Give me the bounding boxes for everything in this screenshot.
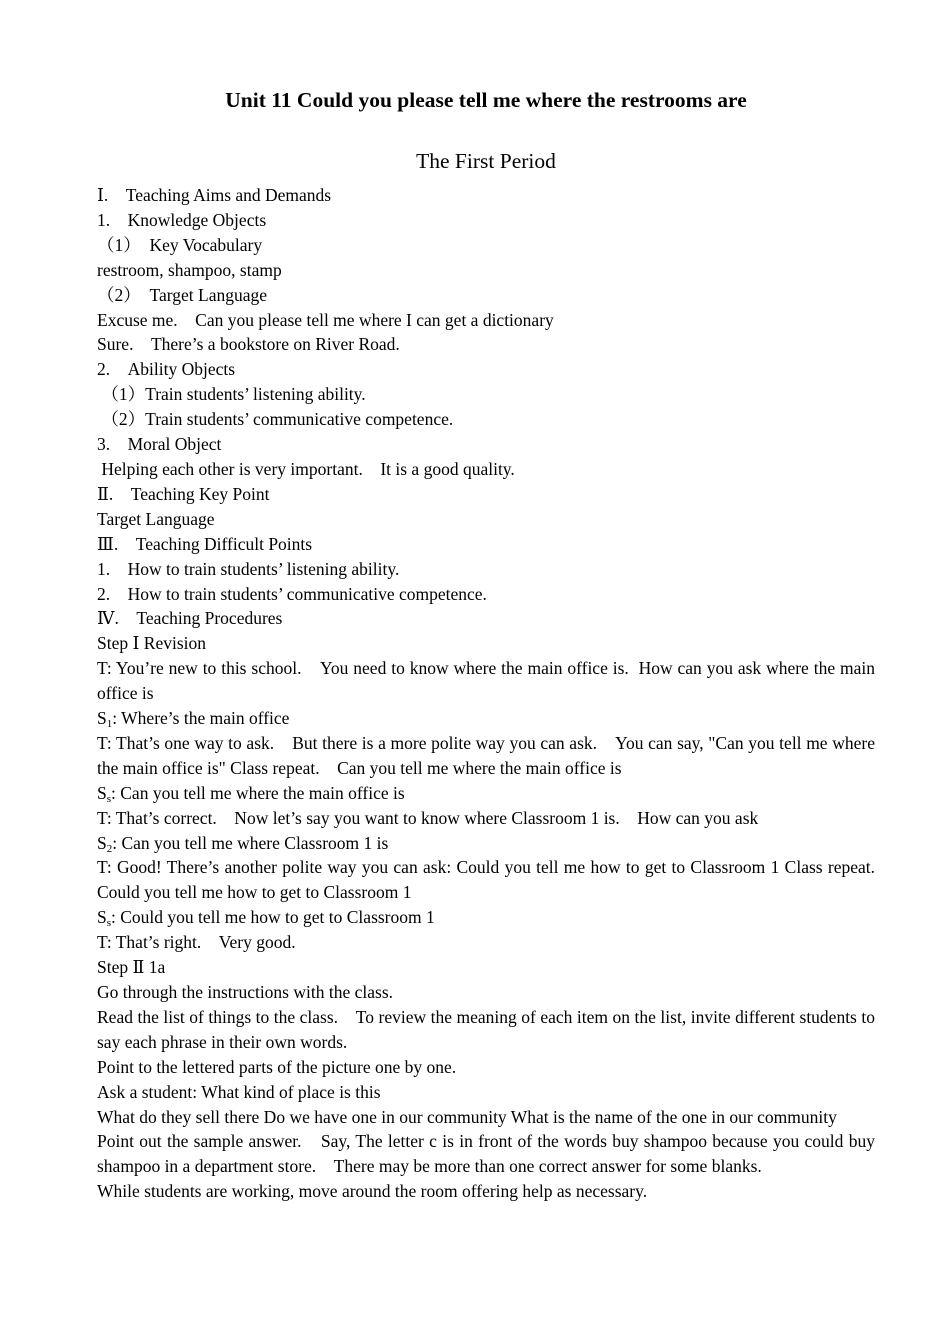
instruction-line: Go through the instructions with the class. — [97, 982, 394, 1002]
dialogue-students-line: $S_s$: Could you tell me how to get to Classroom 1 — [97, 907, 435, 930]
heading-aims: Ⅰ. Teaching Aims and Demands — [97, 185, 332, 205]
heading-ability-objects: 2. Ability Objects — [97, 359, 236, 380]
heading-key-vocabulary: （1） Key Vocabulary — [97, 234, 263, 255]
step-1-heading: Step Ⅰ Revision — [97, 633, 206, 654]
difficult-point-item: 1. How to train students’ listening ability. — [97, 558, 400, 579]
target-language-line: Sure. There’s a bookstore on River Road. — [97, 334, 400, 355]
step-2-heading: Step Ⅱ 1a — [97, 957, 166, 978]
dialogue-teacher-line: T: That’s correct. Now let’s say you want to know where Classroom 1 is. How can you ask — [97, 807, 759, 828]
dialogue-teacher-line: T: That’s one way to ask. But there is a more polite way you can ask. You can say, "Can you tell me where the main office is" Class repeat. Can you tell me where the main office is — [97, 732, 880, 778]
instruction-line: Point out the sample answer. Say, The letter c is in front of the words buy shampoo because you could buy shampoo in a department store. There may be more than one correct answer for some blanks. — [97, 1131, 880, 1177]
dialogue-teacher-line: T: Good! There’s another polite way you can ask: Could you tell me how to get to Classroom 1 Class repeat. Could you tell me how to get to Classroom 1 — [97, 857, 893, 903]
heading-difficult-points: Ⅲ. Teaching Difficult Points — [97, 533, 313, 554]
difficult-point-item: 2. How to train students’ communicative competence. — [97, 583, 487, 604]
key-point-text: Target Language — [97, 508, 215, 529]
document-page — [97, 86, 893, 1204]
ability-item: （1）Train students’ listening ability. — [97, 384, 366, 405]
instruction-line: Read the list of things to the class. To review the meaning of each item on the list, invite different students to say each phrase in their own words. — [97, 1006, 880, 1052]
vocabulary-list: restroom, shampoo, stamp — [97, 259, 282, 280]
moral-object-text: Helping each other is very important. It is a good quality. — [97, 458, 515, 479]
dialogue-teacher-line: T: You’re new to this school. You need to know where the main office is. How can you ask where the main office is — [97, 658, 880, 704]
instruction-line: While students are working, move around the room offering help as necessary. — [97, 1181, 648, 1202]
dialogue-student-line: $S_2$: Can you tell me where Classroom 1 is — [97, 832, 389, 855]
period-subtitle: The First Period — [416, 149, 556, 173]
ability-item: （2）Train students’ communicative competence. — [97, 409, 454, 430]
dialogue-students-line: $S_s$: Can you tell me where the main office is — [97, 782, 405, 805]
heading-key-point: Ⅱ. Teaching Key Point — [97, 483, 270, 504]
dialogue-teacher-line: T: That’s right. Very good. — [97, 932, 296, 953]
instruction-line: Ask a student: What kind of place is this — [97, 1081, 381, 1102]
instruction-line: What do they sell there Do we have one in our community What is the name of the one in our community — [97, 1106, 837, 1127]
heading-moral-object: 3. Moral Object — [97, 434, 222, 455]
heading-procedures: Ⅳ. Teaching Procedures — [97, 608, 283, 629]
target-language-line: Excuse me. Can you please tell me where I can get a dictionary — [97, 309, 554, 330]
dialogue-student-line: $S_1$: Where’s the main office — [97, 708, 290, 731]
heading-knowledge-objects: 1. Knowledge Objects — [97, 209, 267, 230]
heading-target-language: （2） Target Language — [97, 284, 267, 305]
instruction-line: Point to the lettered parts of the picture one by one. — [97, 1056, 457, 1077]
document-title: Unit 11 Could you please tell me where the restrooms are — [225, 88, 747, 112]
